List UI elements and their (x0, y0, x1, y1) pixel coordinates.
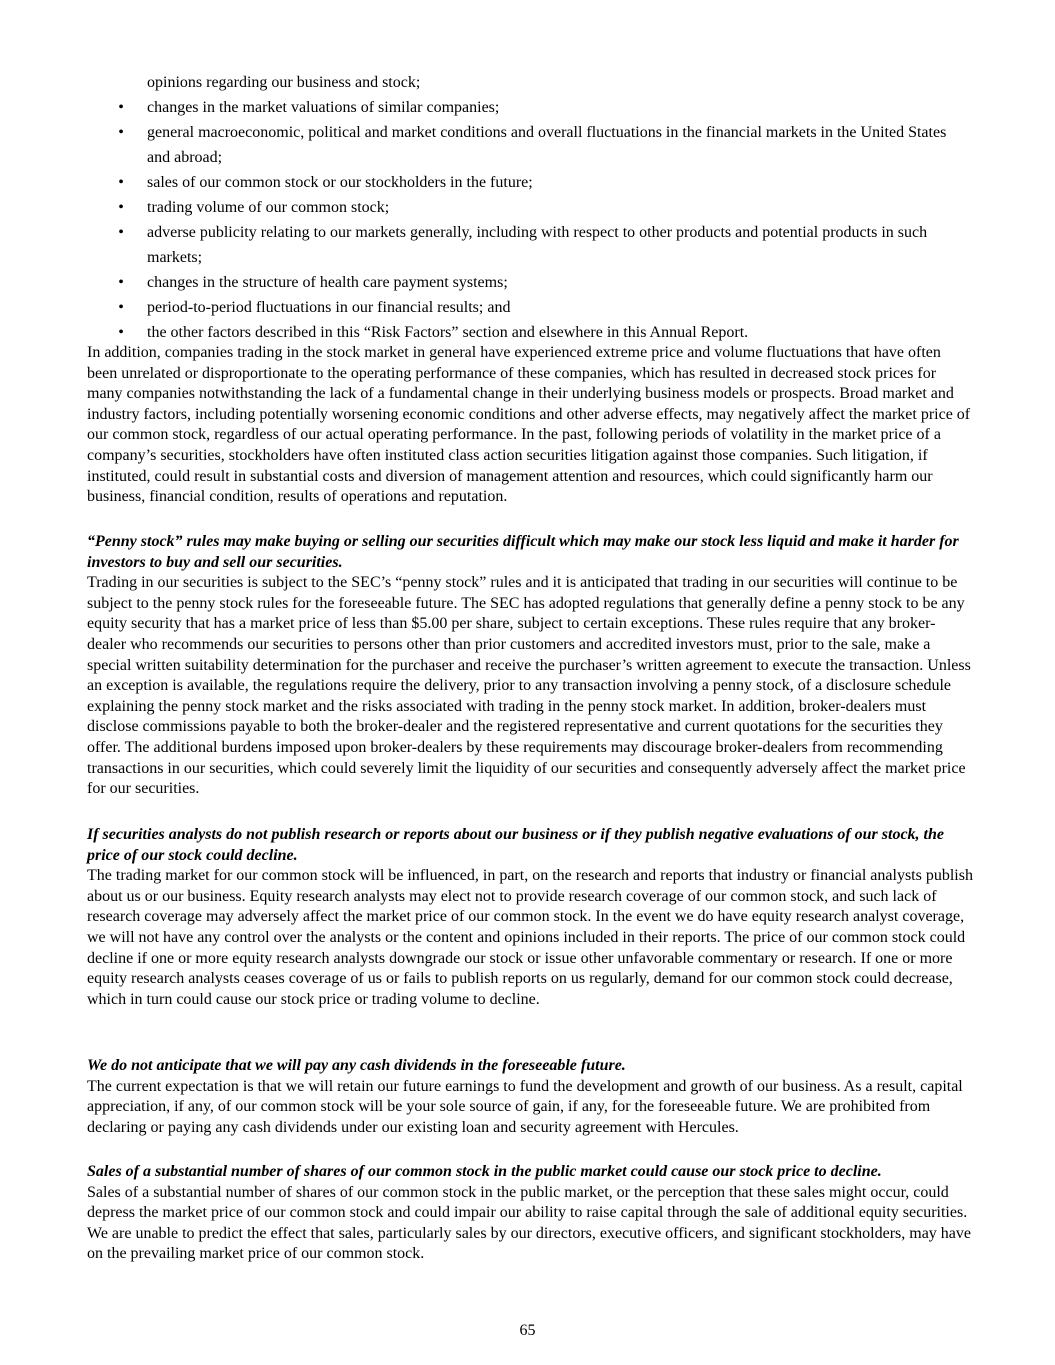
list-item-text: sales of our common stock or our stockholders in the future; (147, 174, 533, 191)
bullet-icon: • (118, 174, 124, 191)
list-item (0, 295, 967, 320)
section-securities-analysts (87, 825, 973, 1010)
list-item-text: trading volume of our common stock; (147, 199, 390, 216)
bullet-icon: • (118, 274, 124, 291)
list-item (0, 220, 967, 270)
list-item (0, 320, 967, 345)
list-item-text: adverse publicity relating to our markets generally, including with respect to other products and potential products in such markets; (147, 224, 928, 266)
section-cash-dividends (87, 1056, 973, 1138)
list-item (0, 95, 967, 120)
list-item-text: changes in the market valuations of similar companies; (147, 99, 500, 116)
list-item-text: the other factors described in this “Risk Factors” section and elsewhere in this Annual Report. (147, 324, 749, 341)
bullet-icon: • (118, 324, 124, 341)
bullet-icon: • (118, 299, 124, 316)
page-number: 65 (519, 1322, 536, 1339)
section-heading: Sales of a substantial number of shares of our common stock in the public market could cause our stock price to decline. (87, 1163, 882, 1180)
list-item (0, 195, 967, 220)
list-item-text: general macroeconomic, political and market conditions and overall fluctuations in the financial markets in the United States and abroad; (147, 124, 947, 166)
list-item (0, 120, 967, 170)
list-item (0, 270, 967, 295)
section-penny-stock (87, 532, 973, 800)
bullet-list (0, 95, 1055, 345)
section-heading: “Penny stock” rules may make buying or selling our securities difficult which may make our stock less liquid and make it harder for investors to buy and sell our securities. (87, 533, 959, 571)
section-body: The trading market for our common stock will be influenced, in part, on the research and reports that industry or financial analysts publish about us or our business. Equity research analysts may elect not to provide research coverage of our common stock, and such lack of research coverage may adversely affect the market price of our common stock. In the event we do have equity research analyst coverage, we will not have any control over the analysts or the content and opinions included in their reports. The price of our common stock could decline if one or more equity research analysts downgrade our stock or issue other unfavorable commentary or research. If one or more equity research analysts ceases coverage of us or fails to publish reports on us regularly, demand for our common stock could decrease, which in turn could cause our stock price or trading volume to decline. (87, 867, 973, 1008)
list-item-text: period-to-period fluctuations in our financial results; and (147, 299, 511, 316)
section-body: Sales of a substantial number of shares of our common stock in the public market, or the perception that these sales might occur, could depress the market price of our common stock and could impair our ability to raise capital through the sale of additional equity securities. We are unable to predict the effect that sales, particularly sales by our directors, executive officers, and significant stockholders, may have on the prevailing market price of our common stock. (87, 1183, 972, 1263)
intro-paragraph-block (87, 343, 973, 508)
bullet-icon: • (118, 224, 124, 241)
bullet-icon: • (118, 124, 124, 141)
list-item-text: changes in the structure of health care payment systems; (147, 274, 508, 291)
section-heading: If securities analysts do not publish research or reports about our business or if they publish negative evaluations of our stock, the price of our stock could decline. (87, 826, 944, 864)
list-item (0, 170, 967, 195)
section-share-sales (87, 1162, 973, 1265)
list-continuation-line: opinions regarding our business and stock; (147, 74, 421, 91)
section-body: The current expectation is that we will retain our future earnings to fund the development and growth of our business. As a result, capital appreciation, if any, of our common stock will be your sole source of gain, if any, for the foreseeable future. We are prohibited from declaring or paying any cash dividends under our existing loan and security agreement with Hercules. (87, 1077, 963, 1136)
section-heading: We do not anticipate that we will pay any cash dividends in the foreseeable future. (87, 1057, 626, 1074)
intro-paragraph: In addition, companies trading in the stock market in general have experienced extreme price and volume fluctuations that have often been unrelated or disproportionate to the operating performance of these companies, which has resulted in decreased stock prices for many companies notwithstanding the lack of a fundamental change in their underlying business models or prospects. Broad market and industry factors, including potentially worsening economic conditions and other adverse effects, may negatively affect the market price of our common stock, regardless of our actual operating performance. In the past, following periods of volatility in the market price of a company’s securities, stockholders have often instituted class action securities litigation against those companies. Such litigation, if instituted, could result in substantial costs and diversion of management attention and resources, which could significantly harm our business, financial condition, results of operations and reputation. (87, 344, 971, 506)
bullet-icon: • (118, 199, 124, 216)
section-body: Trading in our securities is subject to the SEC’s “penny stock” rules and it is anticipated that trading in our securities will continue to be subject to the penny stock rules for the foreseeable future. The SEC has adopted regulations that generally define a penny stock to be any equity security that has a market price of less than $5.00 per share, subject to certain exceptions. These rules require that any broker-dealer who recommends our securities to persons other than prior customers and accredited investors must, prior to the sale, make a special written suitability determination for the purchaser and receive the purchaser’s written agreement to execute the transaction. Unless an exception is available, the regulations require the delivery, prior to any transaction involving a penny stock, of a disclosure schedule explaining the penny stock market and the risks associated with trading in the penny stock market. In addition, broker-dealers must disclose commissions payable to both the broker-dealer and the registered representative and current quotations for the securities they offer. The additional burdens imposed upon broker-dealers by these requirements may discourage broker-dealers from recommending transactions in our securities, which could severely limit the liquidity of our securities and consequently adversely affect the market price for our securities. (87, 574, 971, 798)
bullet-icon: • (118, 99, 124, 116)
